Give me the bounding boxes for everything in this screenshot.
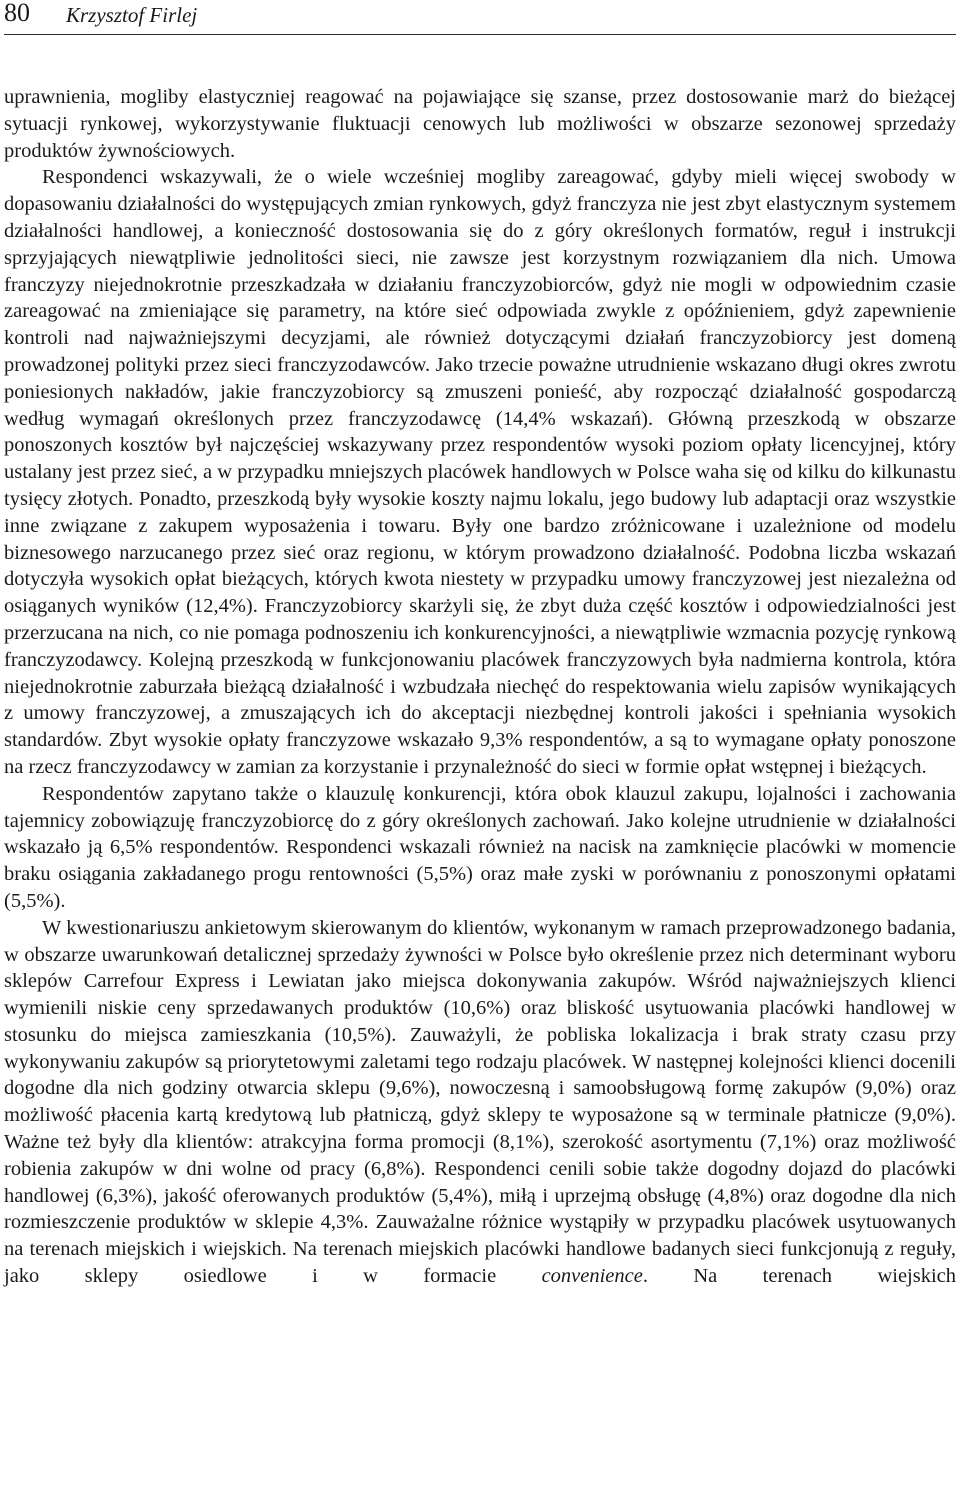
paragraph-4-text: W kwestionariuszu ankietowym skierowanym do klientów, wykonanym w ramach przeprowadzonego badania, w obszarze uwarunkowań detalicznej sprzedaży żywności w Polsce było określenie przez nich determinant wyboru sklepów Carrefour Express i Lewiatan jako miejsca dokonywania zakupów. Wśród najważniejszych klienci wymienili niskie ceny sprzedawanych produktów (10,6%) oraz bliskość usytuowania placówki handlowej w stosunku do miejsca zamieszkania (10,5%). Zauważyli, że pobliska lokalizacja i brak straty czasu przy wykonywaniu zakupów są priorytetowymi zaletami tego rodzaju placówek. W następnej kolejności klienci docenili dogodne dla nich godziny otwarcia sklepu (9,6%), nowoczesną i samoobsługową formę zakupów (9,0%) oraz możliwość płacenia kartą kredytową lub płatniczą, gdyż sklepy te wyposażone są w terminale płatnicze (9,0%). Ważne też były dla klientów: atrakcyjna forma promocji (8,1%), szerokość asortymentu (7,1%) oraz możliwość robienia zakupów w dni wolne od pracy (6,8%). Respondenci cenili sobie także dogodny dojazd do placówki handlowej (6,3%), jakość oferowanych produktów (5,4%), miłą i uprzejmą obsługę (4,8%) oraz dogodne dla nich rozmieszczenie produktów w sklepie 4,3%. Zauważalne różnice wystąpiły w przypadku placówek usytuowanych na terenach miejskich i wiejskich. Na terenach miejskich placówki handlowe badanych sieci funkcjonują z reguły, jako sklepy osiedlowe i w formacie [4,916,956,1288]
paragraph-4-tail: . Na terenach wiejskich [642,1265,957,1288]
body-text [4,84,956,1290]
page-number: 80 [4,0,30,27]
paragraph-2: Respondenci wskazywali, że o wiele wcześniej mogliby zareagować, gdyby mieli więcej swobody w dopasowaniu działalności do występujących zmian rynkowych, gdyż franczyza nie jest zbyt elastycznym systemem działalności handlowej, a konieczność dostosowania się do z góry określonych formatów, reguł i instrukcji sprzyjających niewątpliwie jednolitości sieci, nie zawsze jest korzystnym rozwiązaniem dla nich. Umowa franczyzy niejednokrotnie przeszkadzała w działaniu franczyzobiorców, gdyż nie mogli w odpowiednim czasie zareagować na zmieniające się parametry, na które sieć odpowiada zwykle z opóźnieniem, gdyż zapewnienie kontroli nad najważniejszymi decyzjami, ale również dotyczącymi działań franczyzobiorcy jest domeną prowadzonej polityki przez sieci franczyzodawców. Jako trzecie poważne utrudnienie wskazano długi okres zwrotu poniesionych nakładów, jakie franczyzobiorcy są zmuszeni ponieść, aby rozpocząć działalność gospodarczą według wymagań określonych przez franczyzodawcę (14,4% wskazań). Główną przeszkodą w obszarze ponoszonych kosztów był najczęściej wskazywany przez respondentów wysoki poziom opłaty licencyjnej, który ustalany jest przez sieć, a w przypadku mniejszych placówek handlowych w Polsce waha się od kilku do kilkunastu tysięcy złotych. Ponadto, przeszkodą były wysokie koszty najmu lokalu, jego budowy lub adaptacji oraz wszystkie inne związane z zakupem wyposażenia i towaru. Były one bardzo zróżnicowane i uzależnione od modelu biznesowego narzucanego przez sieć oraz regionu, w którym prowadzono działalność. Podobna liczba wskazań dotyczyła wysokich opłat bieżących, których kwota niestety w przypadku umowy franczyzowej jest niezależna od osiąganych wyników (12,4%). Franczyzobiorcy skarżyli się, że zbyt duża część kosztów i odpowiedzialności jest przerzucana na nich, co nie pomaga podnoszeniu ich konkurencyjności, a niewątpliwie wzmacnia pozycję rynkową franczyzodawcy. Kolejną przeszkodą w funkcjonowaniu placówek franczyzowych była nadmierna kontrola, która niejednokrotnie zaburzała bieżącą działalność i wzbudzała niechęć do respektowania wielu zapisów wynikających z umowy franczyzowej, a zmuszających ich do akceptacji niezbędnej kontroli jakości i spełniania wysokich standardów. Zbyt wysokie opłaty franczyzowe wskazało 9,3% respondentów, a są to wymagane opłaty ponoszone na rzecz franczyzodawcy w zamian za korzystanie i przynależność do sieci w formie opłat wstępnej i bieżących. [4,166,956,778]
paragraph-4 [4,915,956,1290]
paragraph-1: uprawnienia, mogliby elastyczniej reagować na pojawiające się szanse, przez dostosowanie marż do bieżącej sytuacji rynkowej, wykorzystywanie fluktuacji cenowych lub możliwości w obszarze sezonowej sprzedaży produktów żywnościowych. [4,86,956,162]
running-header [4,0,956,35]
running-head-author: Krzysztof Firlej [66,3,198,27]
paragraph-3: Respondentów zapytano także o klauzulę konkurencji, która obok klauzul zakupu, lojalności i zachowania tajemnicy zobowiązuję franczyzobiorcę do z góry określonych zachowań. Jako kolejne utrudnienie w działalności wskazało ją 6,5% respondentów. Respondenci wskazali również na nacisk na zamknięcie placówki w momencie braku osiągania zakładanego progu rentowności (5,5%) oraz małe zyski w porównaniu z ponoszonymi opłatami (5,5%). [4,782,956,912]
paragraph-4-emphasis: convenience [541,1265,643,1288]
